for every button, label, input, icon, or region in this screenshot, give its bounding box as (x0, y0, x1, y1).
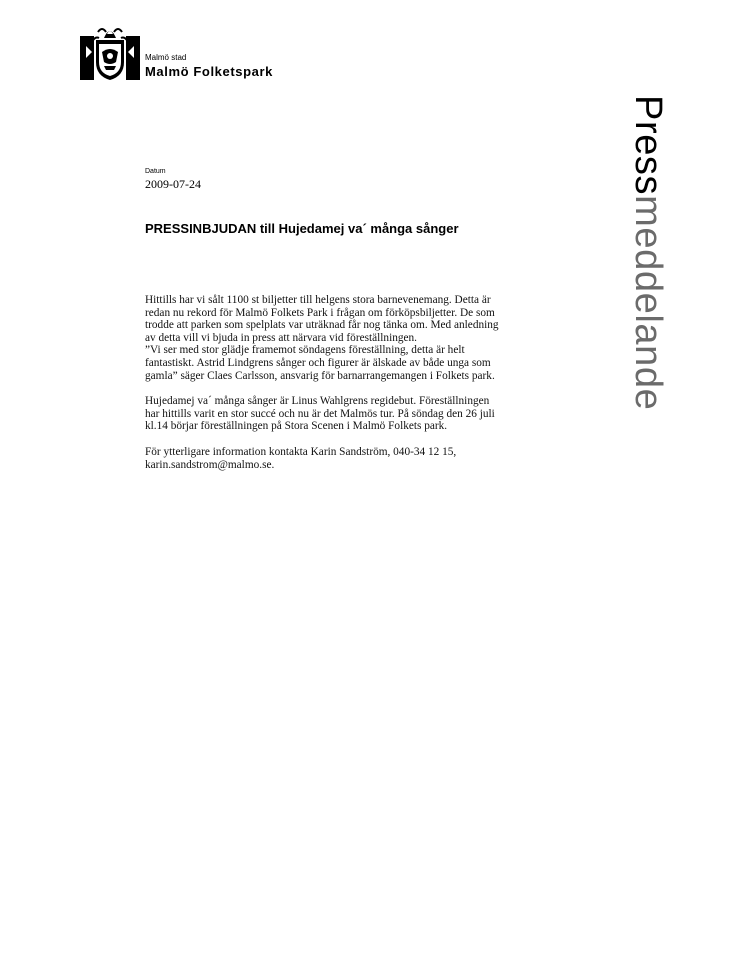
text-line: har hittills varit en stor succé och nu är det Malmös tur. På söndag den 26 juli (145, 407, 495, 420)
text-line: gamla” säger Claes Carlsson, ansvarig för barnarrangemangen i Folkets park. (145, 369, 495, 382)
text-line: fantastiskt. Astrid Lindgrens sånger och figurer är älskade av både unga som (145, 356, 491, 369)
paragraph-3 (145, 446, 575, 471)
sidebar-word-meddelande: meddelande (627, 195, 669, 411)
text-line: av detta vill vi bjuda in press att närvara vid föreställningen. (145, 331, 417, 344)
date-value: 2009-07-24 (145, 177, 201, 191)
malmo-coat-of-arms-icon (78, 22, 142, 82)
text-line: Hujedamej va´ många sånger är Linus Wahlgrens regidebut. Föreställningen (145, 395, 490, 408)
sidebar-word-press: Press (627, 95, 669, 196)
text-line: Hittills har vi sålt 1100 st biljetter till helgens stora barnevenemang. Detta är (145, 294, 491, 306)
press-body (145, 294, 575, 484)
text-line: redan nu rekord för Malmö Folkets Park i frågan om förköpsbiljetter. De som (145, 306, 495, 319)
text-line: För ytterligare information kontakta Karin Sandström, 040-34 12 15, (145, 445, 457, 458)
pressmeddelande-sidebar (626, 95, 670, 410)
contact-email: karin.sandstrom@malmo.se. (145, 458, 275, 471)
press-heading: PRESSINBJUDAN till Hujedamej va´ många sånger (145, 221, 459, 236)
paragraph-2 (145, 395, 575, 433)
text-line: ”Vi ser med stor glädje framemot söndagens föreställning, detta är helt (145, 344, 465, 357)
date-label: Datum (145, 168, 166, 175)
paragraph-1 (145, 294, 575, 382)
text-line: trodde att parken som spelplats var uträknad får nog tänka om. Med anledning (145, 319, 499, 332)
text-line: kl.14 börjar föreställningen på Stora Scenen i Malmö Folkets park. (145, 420, 448, 433)
org-subtitle: Malmö stad (145, 53, 187, 62)
org-name: Malmö Folketspark (145, 64, 273, 79)
